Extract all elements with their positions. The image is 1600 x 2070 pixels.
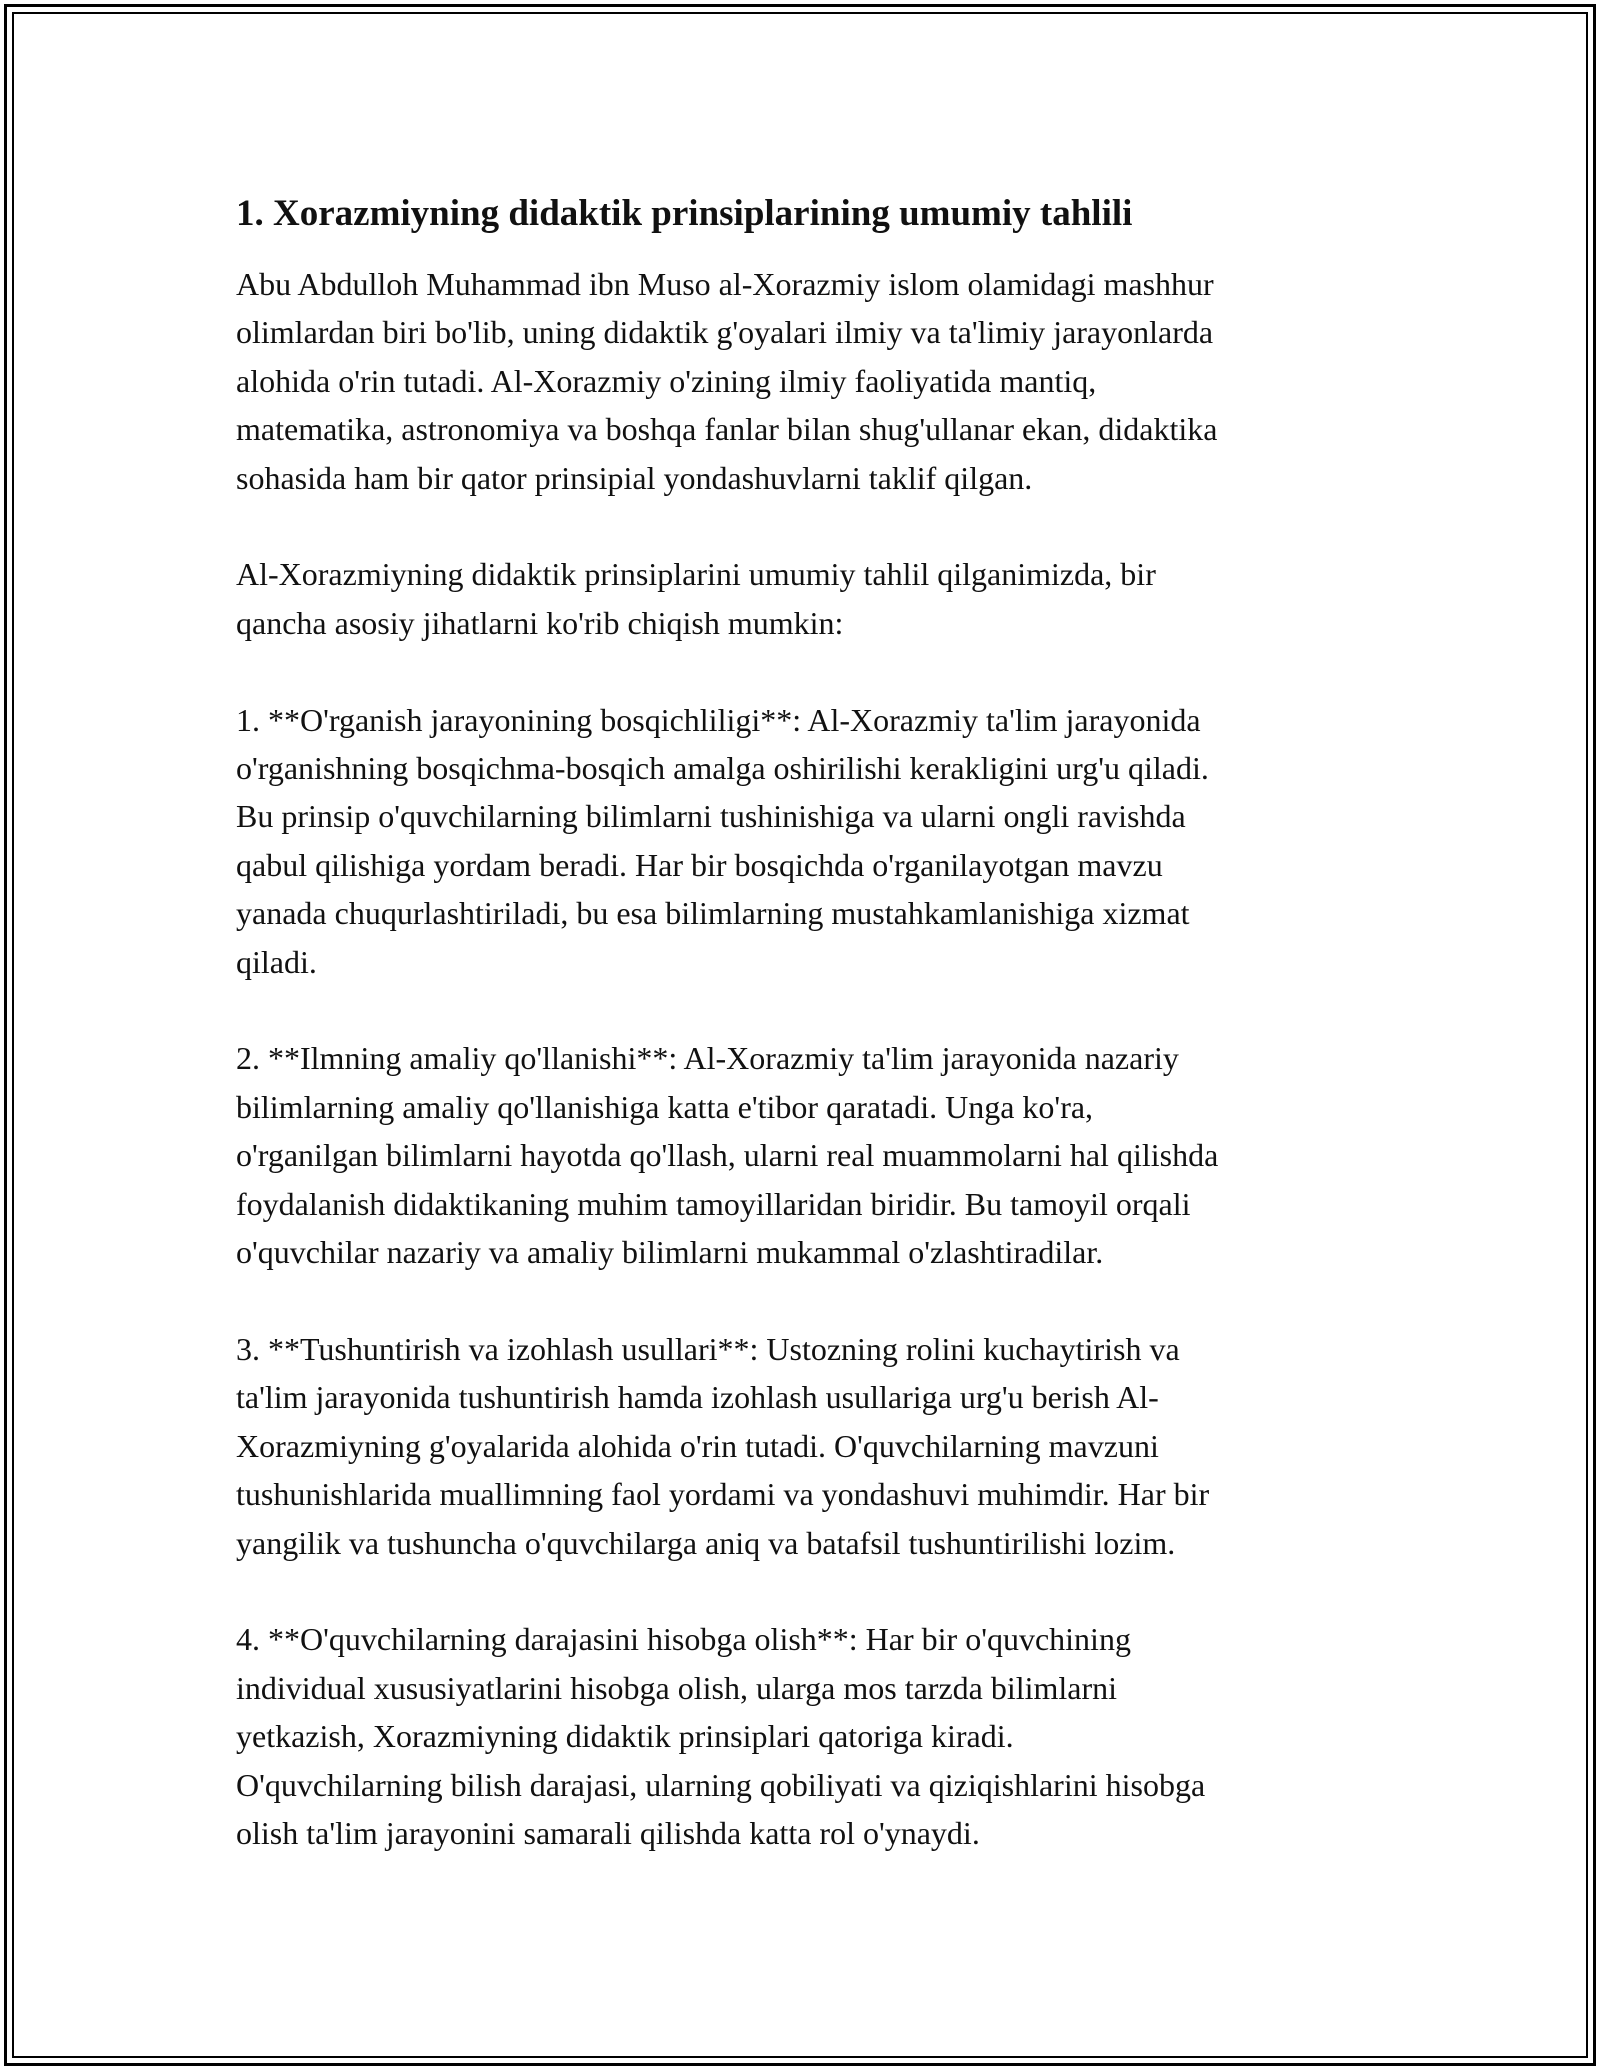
intro-paragraph: Abu Abdulloh Muhammad ibn Muso al-Xorazmiy islom olamidagi mashhur olimlardan biri bo'lib, uning didaktik g'oyalari ilmiy va ta'limiy jarayonlarda alohida o'rin tutadi. Al-Xorazmiy o'zining ilmiy faoliyatida mantiq, matematika, astronomiya va boshqa fanlar bilan shug'ullanar ekan, didaktika sohasida ham bir qator prinsipial yondashuvlarni taklif qilgan. (236, 266, 1218, 496)
principle-1-paragraph: 1. **O'rganish jarayonining bosqichliligi**: Al-Xorazmiy ta'lim jarayonida o'rganishning bosqichma-bosqich amalga oshirilishi kerakligini urg'u qiladi. Bu prinsip o'quvchilarning bilimlarni tushinishiga va ularni ongli ravishda qabul qilishiga yordam beradi. Har bir bosqichda o'rganilayotgan mavzu yanada chuqurlashtiriladi, bu esa bilimlarning mustahkamlanishiga xizmat qiladi. (236, 701, 1209, 980)
principle-4-paragraph: 4. **O'quvchilarning darajasini hisobga olish**: Har bir o'quvchining individual xususiyatlarini hisobga olish, ularga mos tarzda bilimlarni yetkazish, Xorazmiyning didaktik prinsiplari qatoriga kiradi. O'quvchilarning bilish darajasi, ularning qobiliyati va qiziqishlarini hisobga olish ta'lim jarayonini samarali qilishda katta rol o'ynaydi. (236, 1621, 1206, 1851)
principle-2-paragraph: 2. **Ilmning amaliy qo'llanishi**: Al-Xorazmiy ta'lim jarayonida nazariy bilimlarning amaliy qo'llanishiga katta e'tibor qaratadi. Unga ko'ra, o'rganilgan bilimlarni hayotda qo'llash, ularni real muammolarni hal qilishda foydalanish didaktikaning muhim tamoyillaridan biridir. Bu tamoyil orqali o'quvchilar nazariy va amaliy bilimlarni mukammal o'zlashtiradilar. (236, 1040, 1219, 1271)
overview-paragraph: Al-Xorazmiyning didaktik prinsiplarini umumiy tahlil qilganimizda, bir qancha asosiy jihatlarni ko'rib chiqish mumkin: (236, 556, 1156, 641)
section-heading: 1. Xorazmiyning didaktik prinsiplarining umumiy tahlili (236, 193, 1133, 234)
principle-3-paragraph: 3. **Tushuntirish va izohlash usullari**: Ustozning rolini kuchaytirish va ta'lim jarayonida tushuntirish hamda izohlash usullariga urg'u berish Al- Xorazmiyning g'oyalarida alohida o'rin tutadi. O'quvchilarning mavzuni tushunishlarida muallimning faol yordami va yondashuvi muhimdir. Har bir yangilik va tushuncha o'quvchilarga aniq va batafsil tushuntirilishi lozim. (236, 1330, 1210, 1561)
document-body (236, 188, 1396, 1857)
